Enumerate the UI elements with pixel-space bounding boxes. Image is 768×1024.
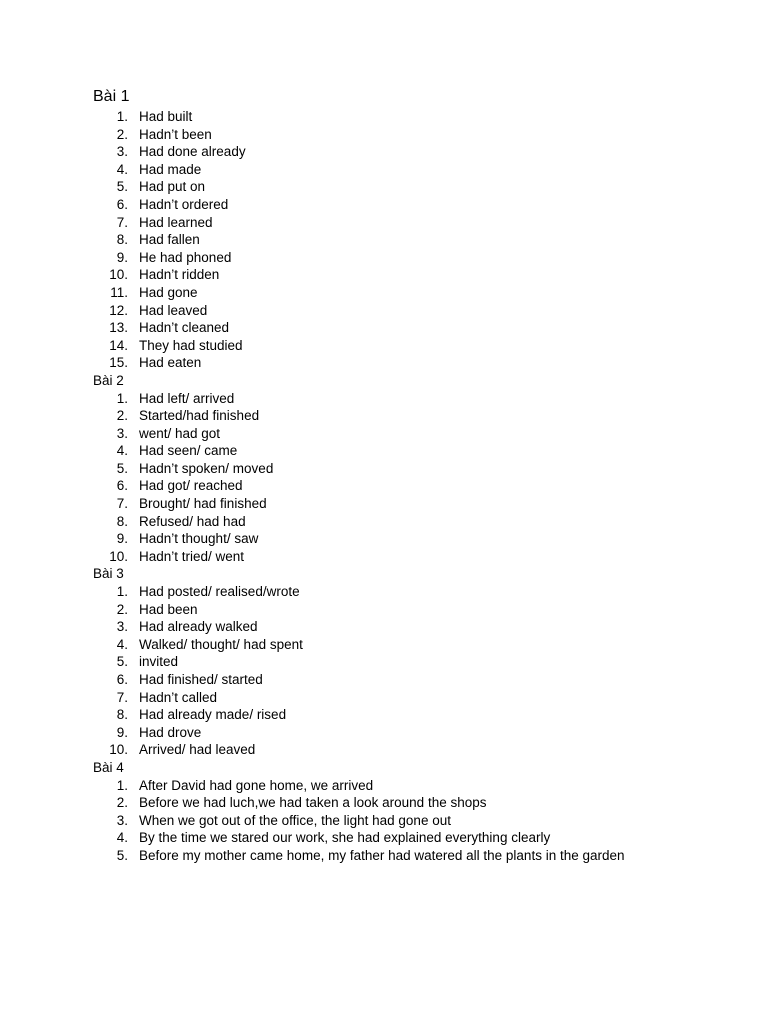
item-text: Had posted/ realised/wrote bbox=[139, 584, 300, 600]
list-item bbox=[93, 777, 753, 795]
item-number: 4. bbox=[116, 443, 128, 459]
list-item bbox=[93, 636, 753, 654]
list-item bbox=[93, 390, 753, 408]
item-text: Had leaved bbox=[139, 302, 208, 318]
item-text: went/ had got bbox=[139, 425, 221, 441]
item-number: 1. bbox=[116, 390, 128, 406]
item-text: Hadn’t tried/ went bbox=[139, 548, 245, 564]
list-item bbox=[93, 618, 753, 636]
item-text: Had seen/ came bbox=[139, 443, 238, 459]
list-item bbox=[93, 319, 753, 337]
item-text: He had phoned bbox=[139, 249, 232, 265]
item-text: Hadn’t thought/ saw bbox=[139, 531, 259, 547]
item-number: 5. bbox=[116, 460, 128, 476]
section-title: Bài 1 bbox=[93, 88, 130, 105]
section-bai-3 bbox=[93, 565, 753, 759]
list-item bbox=[93, 689, 753, 707]
item-text: Arrived/ had leaved bbox=[139, 742, 256, 758]
item-number: 1. bbox=[116, 109, 128, 124]
item-number: 11. bbox=[110, 284, 128, 300]
list-item bbox=[93, 108, 753, 126]
list-item bbox=[93, 794, 753, 812]
list-item bbox=[93, 548, 753, 566]
item-text: Had done already bbox=[139, 144, 246, 160]
item-number: 12. bbox=[109, 302, 128, 318]
section-bai-1 bbox=[93, 87, 753, 372]
item-text: Before we had luch,we had taken a look around the shops bbox=[139, 795, 487, 811]
item-text: They had studied bbox=[139, 337, 243, 353]
list-item bbox=[93, 337, 753, 355]
list-item bbox=[93, 354, 753, 372]
item-text: Hadn’t spoken/ moved bbox=[139, 460, 274, 476]
list-item bbox=[93, 249, 753, 267]
list-item bbox=[93, 812, 753, 830]
item-text: When we got out of the office, the light had gone out bbox=[139, 812, 451, 828]
item-number: 9. bbox=[116, 724, 128, 740]
item-number: 9. bbox=[116, 249, 128, 265]
item-number: 8. bbox=[116, 707, 128, 723]
item-text: Hadn’t cleaned bbox=[139, 320, 230, 336]
item-number: 13. bbox=[109, 320, 128, 336]
answer-list bbox=[93, 777, 753, 865]
item-number: 2. bbox=[116, 601, 128, 617]
item-text: Refused/ had had bbox=[139, 513, 246, 529]
list-item bbox=[93, 161, 753, 179]
document-content bbox=[93, 87, 753, 865]
list-item bbox=[93, 266, 753, 284]
item-number: 8. bbox=[116, 513, 128, 529]
item-number: 7. bbox=[116, 496, 128, 512]
list-item bbox=[93, 706, 753, 724]
item-text: Had got/ reached bbox=[139, 478, 243, 494]
section-title: Bài 4 bbox=[93, 759, 124, 775]
list-item bbox=[93, 513, 753, 531]
list-item bbox=[93, 196, 753, 214]
item-text: Had built bbox=[139, 109, 193, 124]
answer-list bbox=[93, 583, 753, 759]
section-title: Bài 3 bbox=[93, 566, 124, 582]
item-number: 9. bbox=[116, 531, 128, 547]
item-text: Had already walked bbox=[139, 619, 258, 635]
item-text: Had learned bbox=[139, 214, 213, 230]
section-bai-4 bbox=[93, 759, 753, 865]
item-text: Had made bbox=[139, 161, 202, 177]
item-number: 2. bbox=[116, 408, 128, 424]
list-item bbox=[93, 724, 753, 742]
item-number: 15. bbox=[109, 355, 128, 371]
section-title: Bài 2 bbox=[93, 372, 124, 388]
item-text: Had fallen bbox=[139, 232, 200, 248]
item-text: Had been bbox=[139, 601, 198, 617]
item-number: 5. bbox=[116, 847, 128, 863]
item-text: Hadn’t called bbox=[139, 689, 218, 705]
item-number: 10. bbox=[109, 548, 128, 564]
item-number: 1. bbox=[116, 777, 128, 793]
item-text: Had gone bbox=[139, 284, 198, 300]
item-number: 3. bbox=[116, 425, 128, 441]
item-text: Brought/ had finished bbox=[139, 496, 267, 512]
list-item bbox=[93, 231, 753, 249]
item-number: 4. bbox=[116, 830, 128, 846]
item-text: Had left/ arrived bbox=[139, 390, 235, 406]
item-text: Started/had finished bbox=[139, 408, 260, 424]
item-text: Had already made/ rised bbox=[139, 707, 287, 723]
item-text: Hadn’t ordered bbox=[139, 196, 229, 212]
item-number: 2. bbox=[116, 795, 128, 811]
item-text: Hadn’t been bbox=[139, 126, 212, 142]
item-text: By the time we stared our work, she had explained everything clearly bbox=[139, 830, 551, 846]
answer-list bbox=[93, 108, 753, 372]
list-item bbox=[93, 425, 753, 443]
list-item bbox=[93, 847, 753, 865]
item-text: Walked/ thought/ had spent bbox=[139, 636, 303, 652]
item-number: 4. bbox=[116, 161, 128, 177]
list-item bbox=[93, 829, 753, 847]
list-item bbox=[93, 407, 753, 425]
list-item bbox=[93, 302, 753, 320]
list-item bbox=[93, 741, 753, 759]
item-text: Had put on bbox=[139, 179, 206, 195]
item-text: Before my mother came home, my father had watered all the plants in the garden bbox=[139, 847, 625, 863]
item-number: 7. bbox=[116, 689, 128, 705]
answer-list bbox=[93, 390, 753, 566]
item-number: 14. bbox=[109, 337, 128, 353]
item-text: Had eaten bbox=[139, 355, 202, 371]
list-item bbox=[93, 671, 753, 689]
list-item bbox=[93, 143, 753, 161]
item-text: Hadn’t ridden bbox=[139, 267, 220, 283]
list-item bbox=[93, 530, 753, 548]
list-item bbox=[93, 653, 753, 671]
list-item bbox=[93, 583, 753, 601]
item-number: 2. bbox=[116, 126, 128, 142]
item-number: 4. bbox=[116, 636, 128, 652]
item-number: 6. bbox=[116, 672, 128, 687]
item-text: After David had gone home, we arrived bbox=[139, 777, 374, 793]
item-number: 3. bbox=[116, 812, 128, 828]
item-number: 5. bbox=[116, 179, 128, 195]
item-number: 1. bbox=[116, 584, 128, 600]
list-item bbox=[93, 460, 753, 478]
list-item bbox=[93, 284, 753, 302]
item-number: 3. bbox=[116, 144, 128, 160]
item-number: 10. bbox=[109, 267, 128, 283]
list-item bbox=[93, 442, 753, 460]
item-number: 10. bbox=[109, 742, 128, 758]
list-item bbox=[93, 601, 753, 619]
item-number: 5. bbox=[116, 654, 128, 670]
list-item bbox=[93, 178, 753, 196]
list-item bbox=[93, 126, 753, 144]
item-text: Had finished/ started bbox=[139, 672, 263, 687]
list-item bbox=[93, 214, 753, 232]
item-text: invited bbox=[139, 654, 179, 670]
item-number: 3. bbox=[116, 619, 128, 635]
list-item bbox=[93, 495, 753, 513]
list-item bbox=[93, 477, 753, 495]
item-text: Had drove bbox=[139, 724, 202, 740]
item-number: 8. bbox=[116, 232, 128, 248]
item-number: 7. bbox=[116, 214, 128, 230]
item-number: 6. bbox=[116, 196, 128, 212]
section-bai-2 bbox=[93, 372, 753, 566]
item-number: 6. bbox=[116, 478, 128, 494]
